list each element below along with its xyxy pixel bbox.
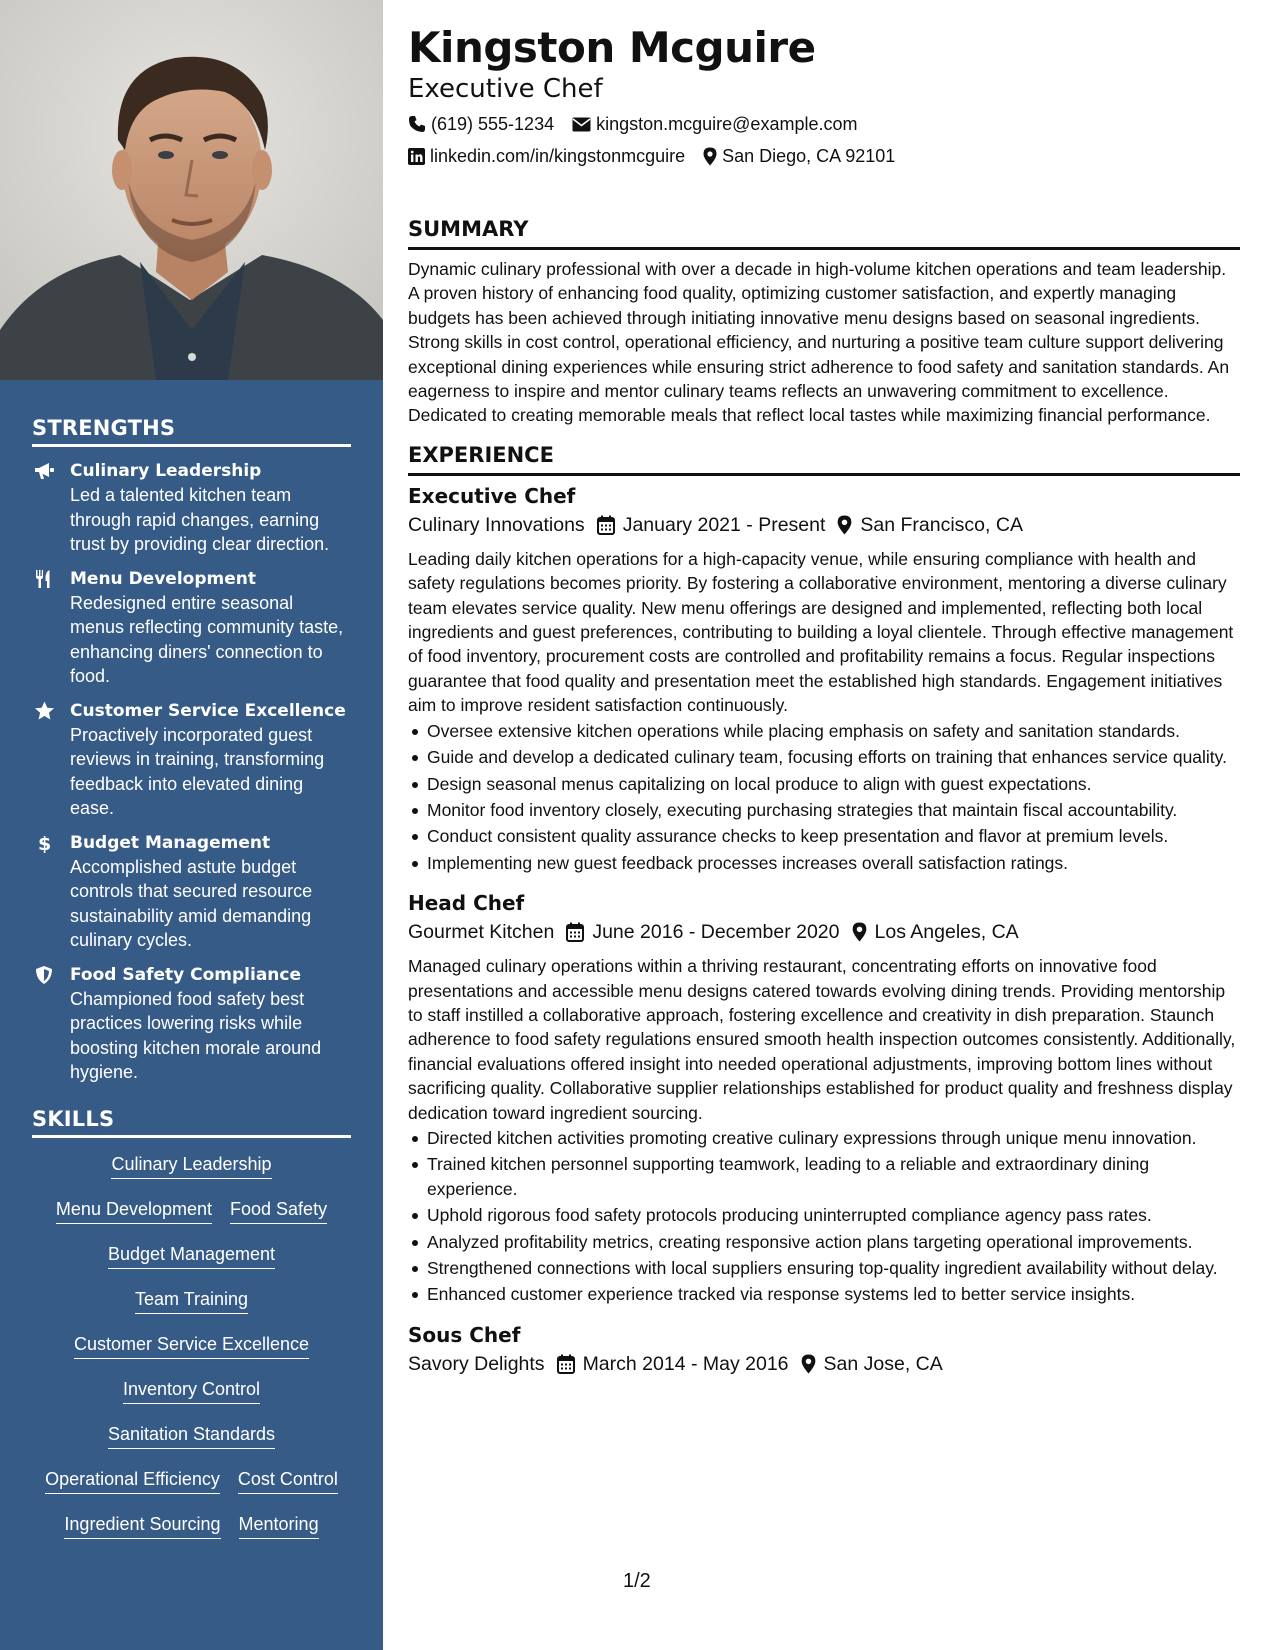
skill-tag: Food Safety xyxy=(230,1199,327,1224)
email-text: kingston.mcguire@example.com xyxy=(596,114,858,134)
job-title: Sous Chef xyxy=(408,1322,521,1347)
star-icon xyxy=(32,699,70,821)
strength-title: Food Safety Compliance xyxy=(70,964,302,985)
sidebar xyxy=(0,0,383,1650)
job-location: Los Angeles, CA xyxy=(874,921,1019,944)
job-bullet: Design seasonal menus capitalizing on local produce to align with guest expectations. xyxy=(408,772,1240,796)
skill-tag: Culinary Leadership xyxy=(111,1154,271,1179)
skill-tag: Team Training xyxy=(135,1289,248,1314)
map-pin-icon xyxy=(852,922,867,942)
skills-list xyxy=(32,1146,351,1551)
strength-title: Culinary Leadership xyxy=(70,461,262,481)
skills-section xyxy=(0,1107,383,1551)
megaphone-icon xyxy=(32,459,70,557)
job-meta xyxy=(408,510,1240,540)
job-title: Head Chef xyxy=(408,891,525,916)
job-location: San Jose, CA xyxy=(823,1352,943,1375)
profile-photo xyxy=(0,0,383,380)
strength-item xyxy=(32,567,351,689)
skill-tag: Mentoring xyxy=(239,1514,319,1539)
job-bullet: Strengthened connections with local suppliers ensuring top-quality ingredient availability without delay. xyxy=(408,1256,1240,1280)
location-text: San Diego, CA 92101 xyxy=(722,146,896,166)
skill-tag: Operational Efficiency xyxy=(45,1469,220,1494)
job-meta xyxy=(408,917,1240,947)
phone-icon xyxy=(408,115,426,133)
job-bullet: Oversee extensive kitchen operations while placing emphasis on safety and sanitation standards. xyxy=(408,719,1240,743)
candidate-role: Executive Chef xyxy=(408,74,603,104)
strength-item xyxy=(32,699,351,821)
job-title: Executive Chef xyxy=(408,483,576,508)
utensils-icon xyxy=(32,567,70,689)
strength-description: Championed food safety best practices lowering risks while boosting kitchen morale around hygiene. xyxy=(70,988,322,1082)
strength-description: Accomplished astute budget controls that secured resource sustainability amid demanding culinary cycles. xyxy=(70,856,313,950)
skill-tag: Customer Service Excellence xyxy=(74,1334,309,1359)
strengths-section xyxy=(0,416,383,1085)
main-content xyxy=(408,0,1240,1379)
svg-text:$: $ xyxy=(38,832,52,853)
job-meta xyxy=(408,1349,1240,1379)
strength-item xyxy=(32,963,351,1085)
job-bullet: Implementing new guest feedback processes increases overall satisfaction ratings. xyxy=(408,851,1240,875)
email-contact[interactable] xyxy=(572,110,857,138)
job-bullet: Analyzed profitability metrics, creating responsive action plans targeting operational improvements. xyxy=(408,1230,1240,1254)
job-bullet: Directed kitchen activities promoting creative culinary expressions through unique menu innovation. xyxy=(408,1126,1240,1150)
strength-description: Redesigned entire seasonal menus reflecting community taste, enhancing diners' connection to food. xyxy=(70,592,344,686)
map-pin-icon xyxy=(703,147,717,166)
job-dates: June 2016 - December 2020 xyxy=(592,921,840,944)
phone-text: (619) 555-1234 xyxy=(431,114,555,134)
contact-row xyxy=(408,142,1240,170)
map-pin-icon xyxy=(801,1354,816,1374)
job-bullet: Conduct consistent quality assurance checks to keep presentation and flavor at premium levels. xyxy=(408,824,1240,848)
job-bullet: Guide and develop a dedicated culinary team, focusing efforts on training that enhances service quality. xyxy=(408,745,1240,769)
strength-description: Proactively incorporated guest reviews in training, transforming feedback into elevated dining ease. xyxy=(70,724,325,818)
skills-heading: SKILLS xyxy=(32,1107,351,1138)
summary-text: Dynamic culinary professional with over a decade in high-volume kitchen operations and team leadership. A proven history of enhancing food quality, optimizing customer satisfaction, and expertly managing budgets has been achieved through initiating innovative menu designs based on seasonal ingredients. Strong skills in cost control, operational efficiency, and nurturing a positive team culture support delivering exceptional dining experiences while ensuring strict adherence to food safety and sanitation standards. An eagerness to inspire and mentor culinary teams reflects an unwavering commitment to excellence. Dedicated to creating memorable meals that reflect local tastes while maximizing financial performance. xyxy=(408,259,1230,426)
strength-item xyxy=(32,831,351,953)
dollar-icon xyxy=(32,831,70,953)
calendar-icon xyxy=(597,515,615,535)
linkedin-text: linkedin.com/in/kingstonmcguire xyxy=(430,146,686,166)
linkedin-contact[interactable] xyxy=(408,142,685,170)
skill-tag: Budget Management xyxy=(108,1244,275,1269)
job-bullet: Enhanced customer experience tracked via response systems led to better service insights. xyxy=(408,1282,1240,1306)
candidate-name: Kingston Mcguire xyxy=(408,23,816,72)
linkedin-icon xyxy=(408,148,425,165)
strength-description: Led a talented kitchen team through rapid changes, earning trust by providing clear direction. xyxy=(70,485,330,554)
job-entry xyxy=(408,889,1240,1307)
location-contact xyxy=(703,142,895,170)
calendar-icon xyxy=(566,922,584,942)
job-bullet: Monitor food inventory closely, executing purchasing strategies that maintain fiscal accountability. xyxy=(408,798,1240,822)
phone-contact[interactable] xyxy=(408,110,554,138)
summary-heading: SUMMARY xyxy=(408,216,1240,250)
job-entry xyxy=(408,482,1240,875)
strengths-heading: STRENGTHS xyxy=(32,416,351,447)
contact-row xyxy=(408,110,1240,138)
skill-tag: Cost Control xyxy=(238,1469,338,1494)
job-company: Savory Delights xyxy=(408,1352,545,1375)
page-number: 1/2 xyxy=(623,1570,651,1592)
job-company: Gourmet Kitchen xyxy=(408,921,555,944)
job-location: San Francisco, CA xyxy=(860,513,1023,536)
shield-icon xyxy=(32,963,70,1085)
strength-title: Budget Management xyxy=(70,832,271,853)
job-description: Managed culinary operations within a thriving restaurant, concentrating efforts on innovative food presentations and accessible menu designs catered towards evolving dining trends. Providing mentorship to staff instilled a collaborative approach, fostering excellence and creativity in dish preparation. Staunch adherence to food safety regulations ensured smooth health inspection outcomes consistently. Additionally, financial evaluations offered insight into needed operational adjustments, improving bottom lines without sacrificing quality. Collaborative supplier relationships established for product quality and freshness display dedication toward ingredient sourcing. xyxy=(408,956,1236,1123)
job-bullets xyxy=(408,1126,1240,1307)
calendar-icon xyxy=(557,1354,575,1374)
skill-tag: Sanitation Standards xyxy=(108,1424,275,1449)
envelope-icon xyxy=(572,117,591,132)
job-description: Leading daily kitchen operations for a high-capacity venue, while ensuring compliance with health and safety regulations becomes priority. By fostering a collaborative environment, mentoring a diverse culinary team elevates service quality. New menu offerings are designed and implemented, reflecting both local ingredients and guest preferences, contributing to building a loyal clientele. Through effective management of food inventory, procurement costs are controlled and profitability remains a focus. Regular inspections guarantee that food quality and presentation meet the established high standards. Engagement initiatives aim to improve resident satisfaction continuously. xyxy=(408,548,1234,716)
job-bullet: Trained kitchen personnel supporting teamwork, leading to a reliable and extraordinary dining experience. xyxy=(408,1152,1240,1201)
map-pin-icon xyxy=(837,515,852,535)
job-dates: March 2014 - May 2016 xyxy=(582,1352,789,1375)
skill-tag: Menu Development xyxy=(56,1199,212,1224)
job-entry xyxy=(408,1321,1240,1379)
strength-title: Customer Service Excellence xyxy=(70,700,346,721)
job-bullet: Uphold rigorous food safety protocols producing uninterrupted compliance agency pass rates. xyxy=(408,1203,1240,1227)
experience-heading: EXPERIENCE xyxy=(408,442,1240,476)
skill-tag: Ingredient Sourcing xyxy=(64,1514,220,1539)
job-bullets xyxy=(408,719,1240,875)
job-company: Culinary Innovations xyxy=(408,513,585,536)
skill-tag: Inventory Control xyxy=(123,1379,260,1404)
strength-title: Menu Development xyxy=(70,568,256,589)
strength-item xyxy=(32,459,351,557)
job-dates: January 2021 - Present xyxy=(622,513,826,536)
